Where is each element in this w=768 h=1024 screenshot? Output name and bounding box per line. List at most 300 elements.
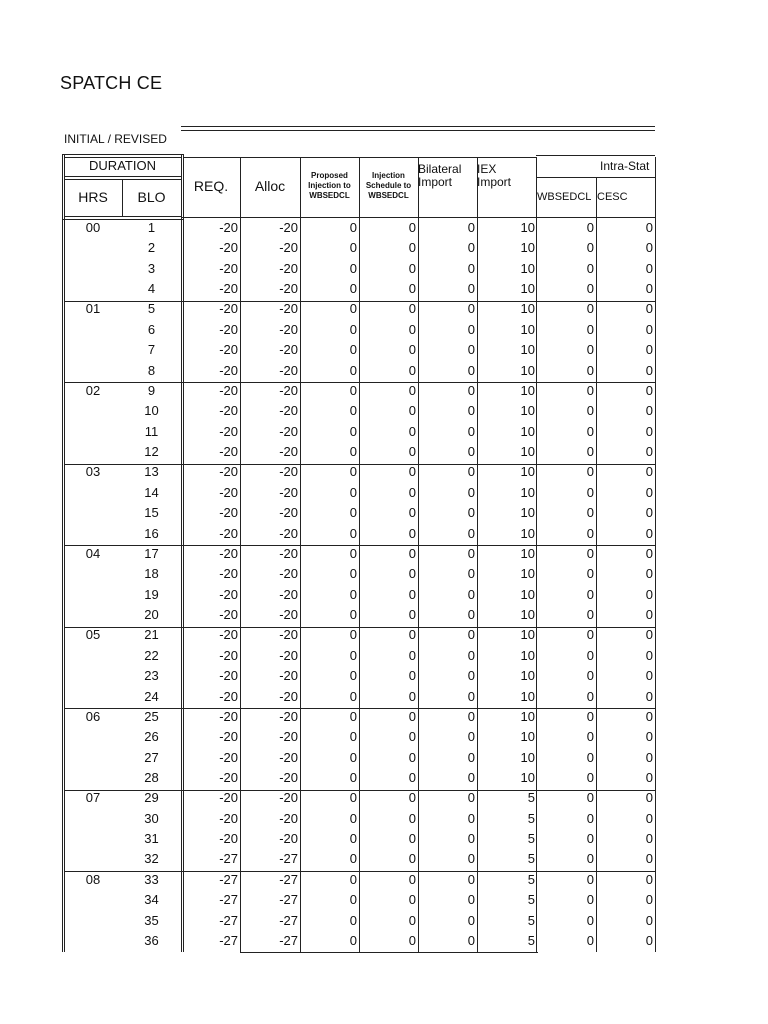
iex-cell: 10 — [520, 220, 535, 235]
alloc-cell: -20 — [279, 301, 298, 317]
injection-cell: 0 — [408, 769, 416, 785]
bilateral-cell: 0 — [467, 484, 475, 500]
req-cell: -20 — [219, 566, 238, 582]
alloc-cell: -27 — [279, 892, 298, 908]
iex-cell: 10 — [520, 688, 535, 704]
blo-cell: 7 — [147, 342, 156, 358]
proposed-cell: 0 — [349, 444, 357, 460]
alloc-cell: -20 — [279, 708, 298, 724]
blo-cell: 11 — [144, 423, 159, 439]
cesc-cell: 0 — [645, 688, 653, 704]
proposed-cell: 0 — [349, 729, 357, 745]
duration-bottom-border — [64, 176, 181, 177]
wbsedcl-cell: 0 — [586, 729, 594, 745]
wbsedcl-cell: 0 — [586, 627, 594, 643]
bilateral-cell: 0 — [467, 321, 475, 337]
iex-cell: 10 — [520, 525, 535, 541]
wbsedcl-cell: 0 — [586, 790, 594, 806]
injection-cell: 0 — [408, 831, 416, 847]
header-rule-bottom — [181, 130, 655, 131]
alloc-cell: -20 — [279, 688, 298, 704]
alloc-cell: -20 — [279, 220, 298, 235]
alloc-cell: -20 — [279, 729, 298, 745]
req-cell: -20 — [219, 749, 238, 765]
blo-cell: 10 — [144, 403, 159, 419]
blo-cell: 33 — [144, 871, 159, 887]
iex-cell: 10 — [520, 586, 535, 602]
proposed-cell: 0 — [349, 851, 357, 867]
iex-cell: 10 — [520, 749, 535, 765]
bilateral-cell: 0 — [467, 912, 475, 928]
injection-cell: 0 — [408, 484, 416, 500]
proposed-cell: 0 — [349, 586, 357, 602]
req-cell: -27 — [219, 871, 238, 887]
proposed-cell: 0 — [349, 871, 357, 887]
hrs-cell: 00 — [85, 220, 101, 235]
bilateral-cell: 0 — [467, 566, 475, 582]
hrs-cell — [64, 564, 122, 584]
hrs-cell — [64, 503, 122, 523]
injection-cell: 0 — [408, 871, 416, 887]
hrs-cell — [64, 524, 122, 544]
cesc-cell: 0 — [645, 912, 653, 928]
intra-header-top — [536, 155, 655, 156]
blo-cell: 25 — [144, 708, 159, 724]
injection-cell: 0 — [408, 260, 416, 276]
req-cell: -27 — [219, 932, 238, 948]
hrs-cell — [64, 748, 122, 768]
bilateral-cell: 0 — [467, 342, 475, 358]
proposed-cell: 0 — [349, 240, 357, 256]
injection-cell: 0 — [408, 810, 416, 826]
req-cell: -20 — [219, 708, 238, 724]
wbsedcl-cell: 0 — [586, 321, 594, 337]
blo-cell: 2 — [147, 240, 156, 256]
blo-cell: 18 — [144, 566, 159, 582]
wbsedcl-cell: 0 — [586, 281, 594, 297]
alloc-cell: -20 — [279, 342, 298, 358]
hrs-cell — [64, 340, 122, 360]
alloc-cell: -20 — [279, 749, 298, 765]
injection-header-line2: Schedule to — [365, 181, 412, 190]
proposed-cell: 0 — [349, 464, 357, 480]
alloc-cell: -20 — [279, 403, 298, 419]
proposed-cell: 0 — [349, 627, 357, 643]
injection-cell: 0 — [408, 912, 416, 928]
proposed-cell: 0 — [349, 810, 357, 826]
proposed-cell: 0 — [349, 525, 357, 541]
iex-cell: 10 — [520, 321, 535, 337]
wbsedcl-cell: 0 — [586, 810, 594, 826]
proposed-injection-header — [300, 164, 359, 208]
proposed-cell: 0 — [349, 892, 357, 908]
bilateral-cell: 0 — [467, 729, 475, 745]
cesc-cell: 0 — [645, 647, 653, 663]
bilateral-cell: 0 — [467, 545, 475, 561]
req-cell: -20 — [219, 301, 238, 317]
hrs-blo-header-divider — [122, 179, 123, 217]
cesc-cell: 0 — [645, 423, 653, 439]
iex-cell: 5 — [527, 892, 535, 908]
cesc-cell: 0 — [645, 749, 653, 765]
alloc-cell: -27 — [279, 932, 298, 948]
blo-cell: 16 — [144, 525, 159, 541]
hrs-cell — [64, 320, 122, 340]
cesc-cell: 0 — [645, 668, 653, 684]
injection-cell: 0 — [408, 444, 416, 460]
blo-cell: 3 — [147, 260, 156, 276]
cesc-cell: 0 — [645, 810, 653, 826]
alloc-cell: -20 — [279, 769, 298, 785]
hrs-cell: 05 — [85, 627, 101, 643]
injection-header-line1: Injection — [372, 171, 405, 180]
cesc-cell: 0 — [645, 362, 653, 378]
wbsedcl-cell: 0 — [586, 749, 594, 765]
blo-cell: 35 — [144, 912, 159, 928]
alloc-cell: -20 — [279, 484, 298, 500]
bilateral-cell: 0 — [467, 851, 475, 867]
bilateral-cell: 0 — [467, 810, 475, 826]
wbsedcl-cell: 0 — [586, 260, 594, 276]
alloc-cell: -20 — [279, 790, 298, 806]
proposed-cell: 0 — [349, 647, 357, 663]
proposed-cell: 0 — [349, 790, 357, 806]
bilateral-cell: 0 — [467, 749, 475, 765]
proposed-cell: 0 — [349, 912, 357, 928]
blo-cell: 36 — [144, 932, 159, 948]
injection-cell: 0 — [408, 932, 416, 948]
req-cell: -20 — [219, 403, 238, 419]
iex-cell: 10 — [520, 505, 535, 521]
iex-header-line1: IEX — [477, 161, 497, 176]
proposed-cell: 0 — [349, 749, 357, 765]
cesc-cell: 0 — [645, 342, 653, 358]
proposed-cell: 0 — [349, 688, 357, 704]
injection-cell: 0 — [408, 627, 416, 643]
blo-cell: 14 — [144, 484, 159, 500]
injection-cell: 0 — [408, 668, 416, 684]
proposed-cell: 0 — [349, 362, 357, 378]
iex-cell: 10 — [520, 647, 535, 663]
alloc-cell: -20 — [279, 525, 298, 541]
injection-cell: 0 — [408, 342, 416, 358]
duration-header: DURATION — [89, 157, 156, 173]
iex-cell: 5 — [527, 912, 535, 928]
proposed-cell: 0 — [349, 831, 357, 847]
hrs-cell: 01 — [85, 301, 101, 317]
req-cell: -20 — [219, 281, 238, 297]
req-cell: -20 — [219, 464, 238, 480]
alloc-cell: -20 — [279, 362, 298, 378]
wbsedcl-cell: 0 — [586, 464, 594, 480]
iex-cell: 5 — [527, 851, 535, 867]
iex-cell: 5 — [527, 871, 535, 887]
blo-cell: 31 — [144, 831, 159, 847]
wbsedcl-cell: 0 — [586, 545, 594, 561]
iex-cell: 10 — [520, 484, 535, 500]
proposed-cell: 0 — [349, 301, 357, 317]
hrs-cell: 06 — [85, 708, 101, 724]
alloc-cell: -20 — [279, 586, 298, 602]
hrs-cell: 04 — [85, 545, 101, 561]
blo-cell: 12 — [144, 444, 159, 460]
req-cell: -20 — [219, 505, 238, 521]
alloc-cell: -20 — [279, 281, 298, 297]
req-cell: -20 — [219, 362, 238, 378]
hrs-cell — [64, 585, 122, 605]
blo-cell: 22 — [144, 647, 159, 663]
proposed-cell: 0 — [349, 281, 357, 297]
wbsedcl-cell: 0 — [586, 342, 594, 358]
injection-cell: 0 — [408, 545, 416, 561]
cesc-cell: 0 — [645, 321, 653, 337]
cesc-header: CESC — [597, 190, 628, 203]
cesc-cell: 0 — [645, 301, 653, 317]
req-cell: -20 — [219, 525, 238, 541]
wbsedcl-cell: 0 — [586, 688, 594, 704]
wbsedcl-cell: 0 — [586, 484, 594, 500]
bilateral-cell: 0 — [467, 382, 475, 398]
blo-cell: 23 — [144, 668, 159, 684]
bilateral-cell: 0 — [467, 932, 475, 948]
wbsedcl-cell: 0 — [586, 566, 594, 582]
alloc-header: Alloc — [254, 178, 286, 195]
blo-cell: 27 — [144, 749, 159, 765]
bilateral-cell: 0 — [467, 892, 475, 908]
bilateral-cell: 0 — [467, 240, 475, 256]
bilateral-import-header — [418, 155, 477, 195]
proposed-cell: 0 — [349, 566, 357, 582]
iex-header-line2: Import — [477, 175, 512, 189]
req-cell: -20 — [219, 586, 238, 602]
bilateral-cell: 0 — [467, 831, 475, 847]
proposed-cell: 0 — [349, 668, 357, 684]
schedule-status-label: INITIAL / REVISED — [64, 132, 167, 146]
intra-state-header: Intra-Stat — [600, 159, 650, 174]
proposed-cell: 0 — [349, 260, 357, 276]
wbsedcl-cell: 0 — [586, 525, 594, 541]
alloc-cell: -20 — [279, 566, 298, 582]
bilateral-cell: 0 — [467, 220, 475, 235]
injection-cell: 0 — [408, 505, 416, 521]
iex-cell: 10 — [520, 403, 535, 419]
wbsedcl-cell: 0 — [586, 769, 594, 785]
bilateral-cell: 0 — [467, 586, 475, 602]
wbsedcl-cell: 0 — [586, 220, 594, 235]
wbsedcl-cell: 0 — [586, 607, 594, 623]
wbsedcl-cell: 0 — [586, 892, 594, 908]
req-cell: -20 — [219, 627, 238, 643]
proposed-cell: 0 — [349, 321, 357, 337]
cesc-cell: 0 — [645, 932, 653, 948]
wbsedcl-cell: 0 — [586, 240, 594, 256]
alloc-cell: -20 — [279, 444, 298, 460]
injection-cell: 0 — [408, 851, 416, 867]
alloc-cell: -27 — [279, 871, 298, 887]
iex-cell: 10 — [520, 382, 535, 398]
alloc-cell: -20 — [279, 260, 298, 276]
iex-cell: 10 — [520, 566, 535, 582]
blo-cell: 8 — [147, 362, 156, 378]
bilateral-cell: 0 — [467, 769, 475, 785]
iex-cell: 10 — [520, 423, 535, 439]
alloc-cell: -20 — [279, 505, 298, 521]
wbsedcl-cell: 0 — [586, 301, 594, 317]
alloc-cell: -27 — [279, 851, 298, 867]
wbsedcl-header: WBSEDCL — [537, 190, 592, 203]
injection-cell: 0 — [408, 301, 416, 317]
injection-cell: 0 — [408, 464, 416, 480]
blo-header: BLO — [137, 189, 166, 206]
cesc-cell: 0 — [645, 769, 653, 785]
injection-cell: 0 — [408, 729, 416, 745]
alloc-cell: -20 — [279, 321, 298, 337]
column-divider-6 — [655, 157, 656, 952]
iex-cell: 10 — [520, 362, 535, 378]
wbsedcl-cell: 0 — [586, 871, 594, 887]
req-cell: -20 — [219, 607, 238, 623]
wbsedcl-cell: 0 — [586, 647, 594, 663]
iex-cell: 10 — [520, 240, 535, 256]
cesc-cell: 0 — [645, 607, 653, 623]
proposed-cell: 0 — [349, 708, 357, 724]
blo-cell: 9 — [147, 382, 156, 398]
injection-cell: 0 — [408, 423, 416, 439]
hrs-cell — [64, 931, 122, 951]
proposed-cell: 0 — [349, 382, 357, 398]
proposed-cell: 0 — [349, 403, 357, 419]
cesc-cell: 0 — [645, 790, 653, 806]
hrs-cell — [64, 361, 122, 381]
bilateral-cell: 0 — [467, 871, 475, 887]
bilateral-cell: 0 — [467, 444, 475, 460]
wbsedcl-cell: 0 — [586, 912, 594, 928]
blo-cell: 13 — [144, 464, 159, 480]
wbsedcl-cell: 0 — [586, 403, 594, 419]
blo-cell: 26 — [144, 729, 159, 745]
hrs-cell — [64, 890, 122, 910]
alloc-cell: -20 — [279, 423, 298, 439]
iex-cell: 10 — [520, 464, 535, 480]
hrs-cell — [64, 666, 122, 686]
hrs-cell — [64, 605, 122, 625]
alloc-cell: -20 — [279, 647, 298, 663]
bilateral-cell: 0 — [467, 403, 475, 419]
blo-cell: 4 — [147, 281, 156, 297]
injection-cell: 0 — [408, 566, 416, 582]
bilateral-cell: 0 — [467, 260, 475, 276]
proposed-cell: 0 — [349, 769, 357, 785]
hrs-cell — [64, 483, 122, 503]
hrs-cell — [64, 768, 122, 788]
hrs-cell — [64, 646, 122, 666]
bilateral-cell: 0 — [467, 647, 475, 663]
alloc-cell: -20 — [279, 607, 298, 623]
injection-cell: 0 — [408, 607, 416, 623]
proposed-cell: 0 — [349, 607, 357, 623]
bilateral-header-line1: Bilateral — [418, 161, 462, 176]
bilateral-cell: 0 — [467, 525, 475, 541]
bilateral-cell: 0 — [467, 668, 475, 684]
bilateral-cell: 0 — [467, 688, 475, 704]
req-cell: -20 — [219, 790, 238, 806]
wbsedcl-cell: 0 — [586, 423, 594, 439]
blo-cell: 30 — [144, 810, 159, 826]
proposed-header-line2: Injection to — [308, 181, 351, 190]
alloc-cell: -20 — [279, 464, 298, 480]
bilateral-cell: 0 — [467, 627, 475, 643]
alloc-cell: -20 — [279, 382, 298, 398]
hrs-cell — [64, 829, 122, 849]
proposed-cell: 0 — [349, 932, 357, 948]
blo-cell: 6 — [147, 321, 156, 337]
injection-cell: 0 — [408, 790, 416, 806]
wbsedcl-cell: 0 — [586, 668, 594, 684]
page-title: SPATCH CE — [60, 73, 163, 93]
injection-cell: 0 — [408, 220, 416, 235]
blo-cell: 32 — [144, 851, 159, 867]
proposed-cell: 0 — [349, 505, 357, 521]
req-cell: -27 — [219, 892, 238, 908]
cesc-cell: 0 — [645, 851, 653, 867]
cesc-cell: 0 — [645, 281, 653, 297]
injection-cell: 0 — [408, 525, 416, 541]
req-header: REQ. — [193, 178, 229, 195]
req-cell: -20 — [219, 729, 238, 745]
duration-right-inner — [181, 154, 182, 952]
iex-cell: 10 — [520, 627, 535, 643]
hrs-cell — [64, 809, 122, 829]
cesc-cell: 0 — [645, 627, 653, 643]
injection-cell: 0 — [408, 892, 416, 908]
blo-cell: 17 — [144, 545, 159, 561]
injection-cell: 0 — [408, 749, 416, 765]
blo-cell: 24 — [144, 688, 159, 704]
iex-cell: 10 — [520, 342, 535, 358]
req-cell: -20 — [219, 444, 238, 460]
blo-cell: 29 — [144, 790, 159, 806]
injection-schedule-header — [359, 164, 418, 208]
alloc-cell: -20 — [279, 545, 298, 561]
cesc-cell: 0 — [645, 545, 653, 561]
blo-cell: 21 — [144, 627, 159, 643]
blo-cell: 15 — [144, 505, 159, 521]
cesc-cell: 0 — [645, 871, 653, 887]
table-bottom-border — [240, 952, 538, 953]
hrs-cell — [64, 442, 122, 462]
bilateral-cell: 0 — [467, 464, 475, 480]
injection-cell: 0 — [408, 708, 416, 724]
iex-cell: 10 — [520, 607, 535, 623]
wbsedcl-cell: 0 — [586, 382, 594, 398]
proposed-header-line3: WBSEDCL — [309, 191, 350, 200]
injection-cell: 0 — [408, 647, 416, 663]
alloc-cell: -20 — [279, 627, 298, 643]
injection-header-line3: WBSEDCL — [368, 191, 409, 200]
cesc-cell: 0 — [645, 403, 653, 419]
iex-cell: 10 — [520, 729, 535, 745]
proposed-cell: 0 — [349, 423, 357, 439]
cesc-cell: 0 — [645, 566, 653, 582]
cesc-cell: 0 — [645, 729, 653, 745]
wbsedcl-cell: 0 — [586, 505, 594, 521]
req-cell: -27 — [219, 851, 238, 867]
iex-cell: 10 — [520, 708, 535, 724]
req-cell: -20 — [219, 647, 238, 663]
iex-cell: 10 — [520, 260, 535, 276]
cesc-cell: 0 — [645, 260, 653, 276]
cesc-cell: 0 — [645, 586, 653, 602]
